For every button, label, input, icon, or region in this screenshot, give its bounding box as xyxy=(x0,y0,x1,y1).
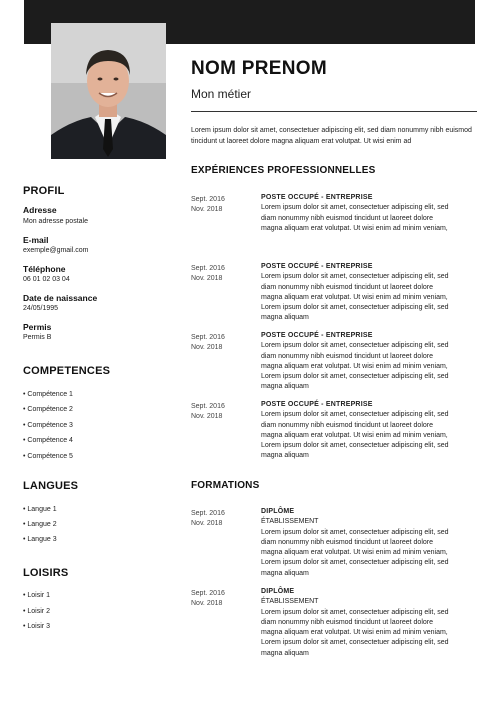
section-title-competences: COMPETENCES xyxy=(23,365,111,377)
list-item: • Compétence 5 xyxy=(23,453,73,460)
date-end: Nov. 2018 xyxy=(191,275,223,282)
list-item: • Langue 1 xyxy=(23,506,57,513)
list-item: • Langue 3 xyxy=(23,536,57,543)
experience-text: Lorem ipsum dolor sit amet, consectetuer adipiscing elit, sed diam nonummy nibh euismod tincidunt ut laoreet dolore magna aliquam erat volutpat. Ut wisi enim ad minim veniam, Lorem ipsum dolor sit amet, consectetuer adipiscing elit, sed magna aliquam xyxy=(261,342,449,391)
list-item: • Loisir 3 xyxy=(23,623,50,630)
field-label-telephone: Téléphone xyxy=(23,264,66,274)
list-item: • Langue 2 xyxy=(23,521,57,528)
section-title-profil: PROFIL xyxy=(23,185,65,197)
field-label-email: E-mail xyxy=(23,235,49,245)
list-item: • Compétence 3 xyxy=(23,422,73,429)
formation-title: DIPLÔME xyxy=(261,508,295,515)
experience-title: POSTE OCCUPÉ - ENTREPRISE xyxy=(261,194,373,201)
experience-text: Lorem ipsum dolor sit amet, consectetuer adipiscing elit, sed diam nonummy nibh euismod tincidunt ut laoreet dolore magna aliquam erat volutpat. Ut wisi enim ad minim veniam, xyxy=(261,204,449,232)
list-item: • Compétence 2 xyxy=(23,406,73,413)
list-item: • Compétence 4 xyxy=(23,437,73,444)
date-end: Nov. 2018 xyxy=(191,344,223,351)
formation-dates xyxy=(191,509,225,529)
experience-entry xyxy=(261,400,451,462)
experience-text: Lorem ipsum dolor sit amet, consectetuer adipiscing elit, sed diam nonummy nibh euismod tincidunt ut laoreet dolore magna aliquam erat volutpat. Ut wisi enim ad minim veniam, Lorem ipsum dolor sit amet, consectetuer adipiscing elit, sed magna aliquam xyxy=(261,411,449,460)
date-start: Sept. 2016 xyxy=(191,334,225,341)
field-label-adresse: Adresse xyxy=(23,205,57,215)
date-start: Sept. 2016 xyxy=(191,403,225,410)
header-divider xyxy=(191,111,477,112)
date-end: Nov. 2018 xyxy=(191,206,223,213)
field-label-permis: Permis xyxy=(23,322,52,332)
field-label-date-naissance: Date de naissance xyxy=(23,293,98,303)
intro-text: Lorem ipsum dolor sit amet, consectetuer adipiscing elit, sed diam nonummy nibh euismod tincidunt ut laoreet dolore magna aliquam erat volutpat. Ut wisi enim ad xyxy=(191,127,472,145)
experience-title: POSTE OCCUPÉ - ENTREPRISE xyxy=(261,263,373,270)
date-end: Nov. 2018 xyxy=(191,413,223,420)
profile-photo xyxy=(51,23,166,159)
list-item: • Compétence 1 xyxy=(23,391,73,398)
full-name: NOM PRENOM xyxy=(191,58,327,79)
experience-entry xyxy=(261,331,451,393)
formation-school: ÉTABLISSEMENT xyxy=(261,518,319,526)
experience-dates xyxy=(191,333,225,353)
experience-dates xyxy=(191,402,225,422)
field-value-adresse: Mon adresse postale xyxy=(23,218,88,225)
section-title-formations: FORMATIONS xyxy=(191,480,260,491)
date-end: Nov. 2018 xyxy=(191,520,223,527)
field-value-telephone: 06 01 02 03 04 xyxy=(23,276,70,283)
field-value-permis: Permis B xyxy=(23,334,52,341)
experience-dates xyxy=(191,264,225,284)
formation-text: Lorem ipsum dolor sit amet, consectetuer adipiscing elit, sed diam nonummy nibh euismod tincidunt ut laoreet dolore magna aliquam erat volutpat. Ut wisi enim ad minim veniam, Lorem ipsum dolor sit amet, consectetuer adipiscing elit, sed magna aliquam xyxy=(261,528,449,577)
date-start: Sept. 2016 xyxy=(191,196,225,203)
section-title-langues: LANGUES xyxy=(23,480,79,492)
date-start: Sept. 2016 xyxy=(191,265,225,272)
experience-entry xyxy=(261,193,451,234)
experience-text: Lorem ipsum dolor sit amet, consectetuer adipiscing elit, sed diam nonummy nibh euismod tincidunt ut laoreet dolore magna aliquam erat volutpat. Ut wisi enim ad minim veniam, Lorem ipsum dolor sit amet, consectetuer adipiscing elit, sed magna aliquam xyxy=(261,273,449,322)
list-item: • Loisir 1 xyxy=(23,592,50,599)
section-title-experiences: EXPÉRIENCES PROFESSIONNELLES xyxy=(191,165,376,176)
formation-dates xyxy=(191,589,225,609)
experience-entry xyxy=(261,262,451,324)
formation-entry xyxy=(261,587,451,659)
experience-title: POSTE OCCUPÉ - ENTREPRISE xyxy=(261,332,373,339)
formation-school: ÉTABLISSEMENT xyxy=(261,598,319,606)
list-item: • Loisir 2 xyxy=(23,608,50,615)
formation-text: Lorem ipsum dolor sit amet, consectetuer adipiscing elit, sed diam nonummy nibh euismod tincidunt ut laoreet dolore magna aliquam erat volutpat. Ut wisi enim ad minim veniam, Lorem ipsum dolor sit amet, consectetuer adipiscing elit, sed magna aliquam xyxy=(261,608,449,657)
section-title-loisirs: LOISIRS xyxy=(23,567,69,579)
experience-dates xyxy=(191,195,225,215)
date-end: Nov. 2018 xyxy=(191,600,223,607)
field-value-email: exemple@gmail.com xyxy=(23,247,89,254)
job-title: Mon métier xyxy=(191,87,252,101)
portrait-image xyxy=(51,23,166,159)
date-start: Sept. 2016 xyxy=(191,510,225,517)
date-start: Sept. 2016 xyxy=(191,590,225,597)
formation-entry xyxy=(261,507,451,579)
formation-title: DIPLÔME xyxy=(261,588,295,595)
experience-title: POSTE OCCUPÉ - ENTREPRISE xyxy=(261,401,373,408)
field-value-date-naissance: 24/05/1995 xyxy=(23,305,59,312)
